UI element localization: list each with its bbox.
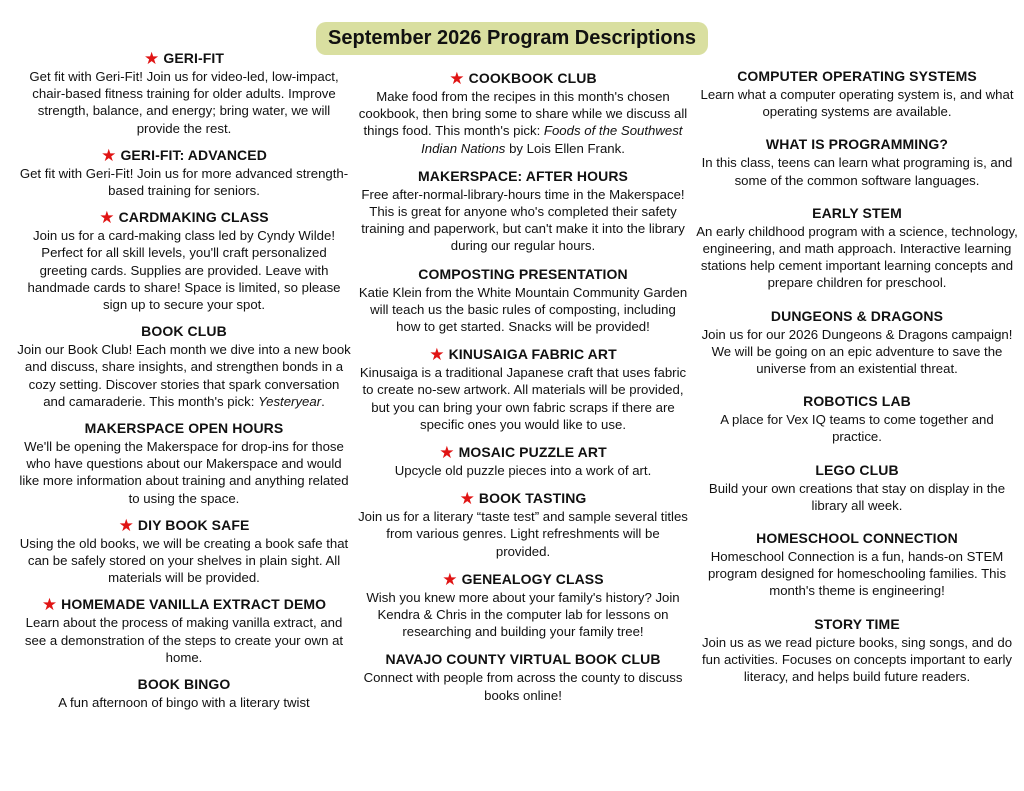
program-description — [358, 364, 688, 433]
program-description — [16, 165, 352, 199]
description-text: Upcycle old puzzle pieces into a work of art. — [394, 463, 652, 479]
program-title: GERI-FIT: ADVANCED — [120, 146, 267, 163]
program-description — [358, 508, 688, 560]
program-description — [358, 669, 688, 703]
program-description — [16, 227, 352, 313]
program-description — [16, 614, 352, 666]
description-text: Kinusaiga is a traditional Japanese craft that uses fabric to create no-sew artwork. All materials will be provided, but you can bring your own fabric scraps if there are specific ones you would like to use. — [359, 365, 687, 432]
program-title: DUNGEONS & DRAGONS — [770, 307, 944, 324]
program-title: HOMESCHOOL CONNECTION — [756, 530, 958, 547]
program-description — [16, 438, 352, 507]
program-entry — [16, 517, 352, 587]
program-entry — [696, 68, 1018, 120]
program-heading — [358, 651, 688, 668]
program-title: BOOK CLUB — [141, 323, 227, 340]
description-text: Homeschool Connection is a fun, hands-on STEM program designed for homeschooling families. This month's theme is engineering! — [707, 549, 1007, 599]
program-entry — [358, 168, 688, 255]
program-title: EARLY STEM — [812, 204, 902, 221]
program-title: CARDMAKING CLASS — [118, 209, 269, 226]
program-entry — [16, 147, 352, 199]
program-entry — [16, 323, 352, 410]
description-text: Build your own creations that stay on display in the library all week. — [708, 480, 1006, 513]
description-text: Using the old books, we will be creating a book safe that can be safely stored on your shelves in plain sight. All materials will be provided. — [19, 535, 349, 586]
program-title: KINUSAIGA FABRIC ART — [448, 346, 617, 363]
description-text-end: by Lois Ellen Frank. — [505, 140, 625, 156]
program-description — [696, 223, 1018, 292]
program-entry — [696, 136, 1018, 188]
program-title: BOOK TASTING — [478, 490, 587, 507]
program-title: BOOK BINGO — [137, 676, 231, 693]
program-entry — [696, 616, 1018, 686]
featured-book-title: Yesteryear — [258, 393, 322, 409]
program-entry — [696, 393, 1018, 445]
program-heading — [16, 420, 352, 437]
program-description — [696, 326, 1018, 378]
program-heading — [16, 517, 352, 534]
page-title: September 2026 Program Descriptions — [316, 22, 708, 55]
program-description — [696, 154, 1018, 188]
program-title: GERI-FIT — [163, 50, 225, 66]
program-heading — [696, 393, 1018, 410]
program-description — [358, 88, 688, 157]
program-entry — [696, 462, 1018, 514]
program-heading — [696, 136, 1018, 153]
star-icon: ★ — [99, 208, 115, 228]
program-description — [358, 589, 688, 641]
description-text: Join our Book Club! Each month we dive into a new book and discuss, share insights, and strengthen bonds in a cozy setting. Discover stories that spark conversation and camaraderie. This month's pick: — [17, 342, 351, 409]
star-icon: ★ — [442, 569, 458, 589]
program-title: STORY TIME — [814, 615, 900, 632]
description-text: Get fit with Geri-Fit! Join us for more advanced strength-based training for seniors. — [19, 165, 349, 199]
program-entry — [696, 308, 1018, 378]
star-icon: ★ — [439, 443, 455, 463]
program-entry — [16, 596, 352, 666]
star-icon: ★ — [101, 145, 117, 165]
program-entry — [16, 50, 352, 137]
program-title: NAVAJO COUNTY VIRTUAL BOOK CLUB — [385, 651, 661, 668]
program-heading — [696, 205, 1018, 222]
program-heading — [696, 530, 1018, 547]
star-icon: ★ — [118, 515, 134, 535]
program-title: ROBOTICS LAB — [803, 393, 911, 410]
program-entry — [696, 205, 1018, 292]
program-description — [16, 341, 352, 410]
column-1 — [16, 50, 352, 721]
program-description — [16, 694, 352, 711]
program-entry — [358, 266, 688, 336]
program-entry — [696, 530, 1018, 600]
program-heading — [358, 70, 688, 87]
program-title: MAKERSPACE: AFTER HOURS — [418, 167, 628, 184]
program-title: DIY BOOK SAFE — [137, 516, 250, 533]
program-title: LEGO CLUB — [815, 461, 899, 478]
program-heading — [358, 168, 688, 185]
program-description — [696, 548, 1018, 600]
program-heading — [16, 323, 352, 340]
star-icon: ★ — [429, 345, 445, 365]
description-text: In this class, teens can learn what programing is, and some of the common software languages. — [701, 155, 1013, 188]
description-text: Katie Klein from the White Mountain Community Garden will teach us the basic rules of composting, including how to get started. Snacks will be provided! — [358, 284, 688, 335]
program-heading — [16, 147, 352, 164]
program-title: COMPUTER OPERATING SYSTEMS — [737, 68, 977, 84]
column-3 — [696, 68, 1018, 701]
program-heading — [358, 490, 688, 507]
description-text-end: . — [321, 393, 325, 409]
program-description — [16, 68, 352, 137]
program-title: MOSAIC PUZZLE ART — [458, 444, 607, 461]
program-heading — [696, 308, 1018, 325]
description-text: We'll be opening the Makerspace for drop-ins for those who have questions about our Makerspace and would like more information about training and anything related to using the space. — [19, 439, 349, 506]
program-entry — [358, 444, 688, 479]
description-text: Get fit with Geri-Fit! Join us for video-led, low-impact, chair-based fitness training for older adults. Improve strength, balance, and energy; bring water, we will provide the rest. — [29, 69, 339, 136]
program-heading — [696, 462, 1018, 479]
program-entry — [358, 490, 688, 560]
program-entry — [358, 571, 688, 641]
description-text: Learn about the process of making vanilla extract, and see a demonstration of the steps to create your own at home. — [24, 615, 344, 665]
description-text: Join us for our 2026 Dungeons & Dragons campaign! We will be going on an epic adventure to save the universe from an existential threat. — [701, 326, 1013, 377]
program-entry — [16, 676, 352, 711]
star-icon: ★ — [459, 489, 475, 509]
description-text: Join us for a card-making class led by Cyndy Wilde! Perfect for all skill levels, you'll craft personalized greeting cards. Supplies are provided. Leave with handmade cards to share! Space is limited, so please sign up to secure your spot. — [27, 228, 341, 313]
description-text: An early childhood program with a science, technology, engineering, and math approach. Interactive learning stations help cement important learning concepts and prepare children for preschool. — [696, 223, 1018, 291]
description-text: A fun afternoon of bingo with a literary twist — [58, 695, 310, 711]
star-icon: ★ — [41, 595, 58, 615]
description-text: Join us for a literary “taste test” and sample several titles from various genres. Light refreshments will be provided. — [358, 509, 688, 559]
description-text: Wish you knew more about your family's history? Join Kendra & Chris in the computer lab for lessons on researching and building your family tree! — [366, 589, 680, 640]
program-heading — [16, 50, 352, 67]
program-description — [696, 411, 1018, 445]
star-icon: ★ — [449, 69, 465, 88]
program-heading — [16, 596, 352, 613]
program-heading — [358, 444, 688, 461]
description-text: Learn what a computer operating system is, and what operating systems are available. — [700, 87, 1014, 120]
program-entry — [16, 209, 352, 313]
description-text: A place for Vex IQ teams to come together and practice. — [720, 412, 994, 445]
column-2 — [358, 70, 688, 715]
program-title: COMPOSTING PRESENTATION — [418, 265, 628, 282]
program-description — [696, 480, 1018, 514]
program-heading — [16, 676, 352, 693]
program-heading — [696, 68, 1018, 85]
program-description — [358, 186, 688, 255]
program-title: GENEALOGY CLASS — [461, 570, 604, 587]
program-heading — [358, 571, 688, 588]
program-heading — [696, 616, 1018, 633]
program-heading — [358, 266, 688, 283]
program-description — [16, 535, 352, 587]
program-title: COOKBOOK CLUB — [468, 70, 597, 86]
program-entry — [358, 346, 688, 433]
program-description — [696, 634, 1018, 686]
program-description — [358, 284, 688, 336]
program-entry — [358, 70, 688, 157]
program-title: MAKERSPACE OPEN HOURS — [84, 420, 284, 437]
program-heading — [16, 209, 352, 226]
program-entry — [358, 651, 688, 703]
description-text: Make food from the recipes in this month's chosen cookbook, then bring some to share while we discuss all things food. This month's pick: — [358, 89, 688, 139]
description-text: Join us as we read picture books, sing songs, and do fun activities. Focuses on concepts important to early literacy, and helps build future readers. — [701, 634, 1013, 685]
program-entry — [16, 420, 352, 507]
program-heading — [358, 346, 688, 363]
star-icon: ★ — [143, 49, 160, 68]
program-title: HOMEMADE VANILLA EXTRACT DEMO — [61, 596, 327, 613]
program-description — [696, 86, 1018, 120]
description-text: Connect with people from across the county to discuss books online! — [363, 670, 683, 703]
program-title: WHAT IS PROGRAMMING? — [765, 136, 949, 153]
featured-book-title: Foods of the Southwest Indian Nations — [421, 123, 683, 156]
description-text: Free after-normal-library-hours time in the Makerspace! This is great for anyone who's completed their safety training and paperwork, but can't make it into the library during our regular hours. — [361, 186, 685, 254]
program-description — [358, 462, 688, 479]
